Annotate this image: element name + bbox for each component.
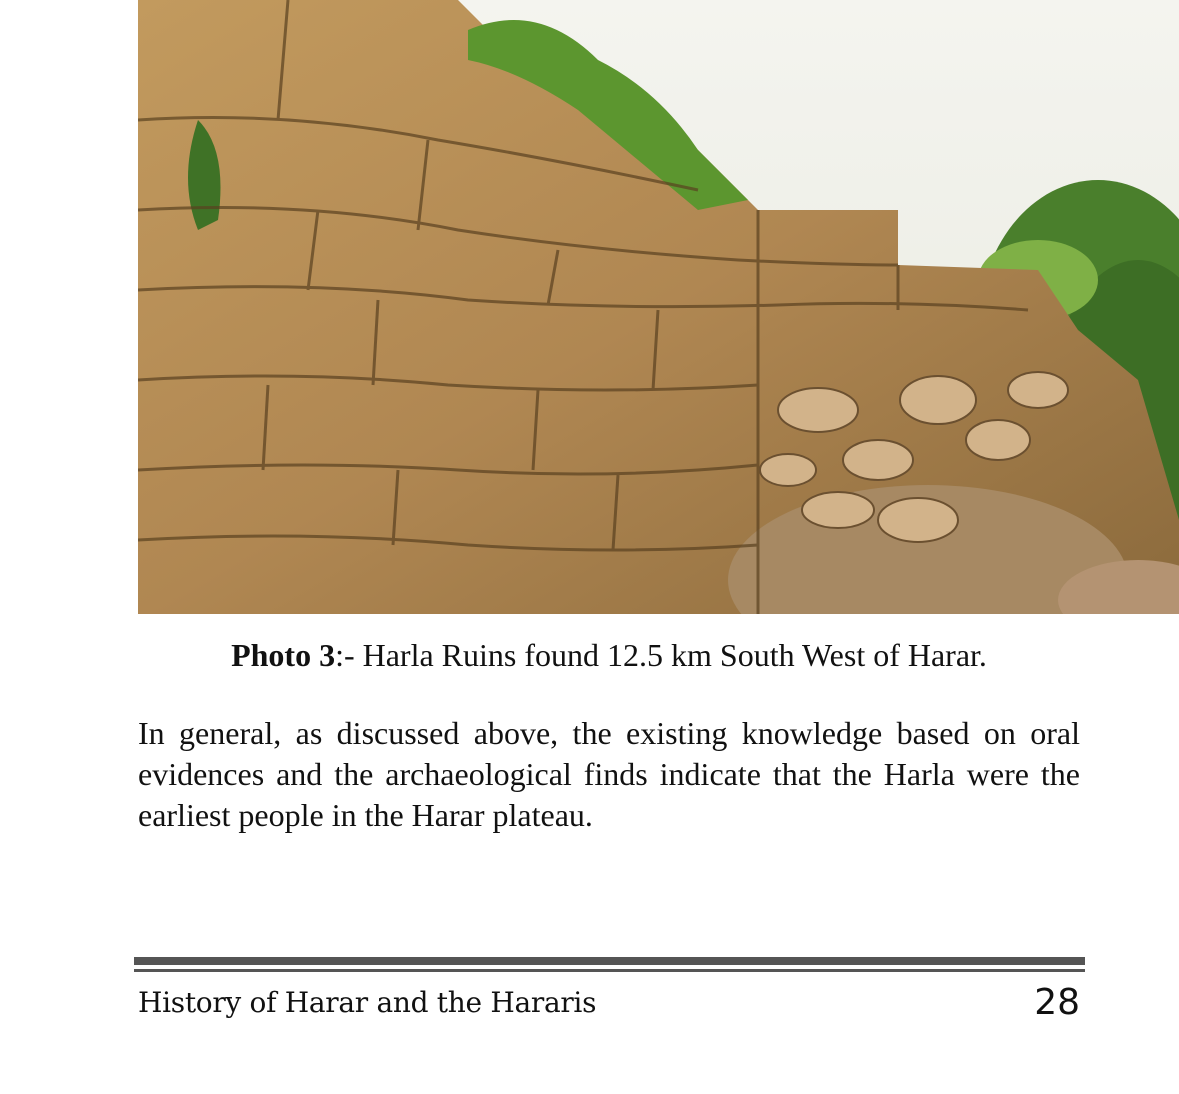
- photo-caption: [138, 634, 1080, 676]
- ruins-photo: [138, 0, 1179, 614]
- caption-text: :- Harla Ruins found 12.5 km South West of Harar.: [335, 637, 987, 673]
- page-number: 28: [1034, 982, 1080, 1023]
- footer-rule-thick: [134, 957, 1085, 965]
- footer-book-title: History of Harar and the Hararis: [138, 986, 597, 1019]
- caption-label: Photo 3: [231, 637, 336, 673]
- harla-ruins-image: [138, 0, 1179, 614]
- footer-rule-thin: [134, 969, 1085, 972]
- body-paragraph: In general, as discussed above, the existing knowledge based on oral evidences and the archaeological finds indicate that the Harla were the earliest people in the Harar plateau.: [138, 715, 1080, 833]
